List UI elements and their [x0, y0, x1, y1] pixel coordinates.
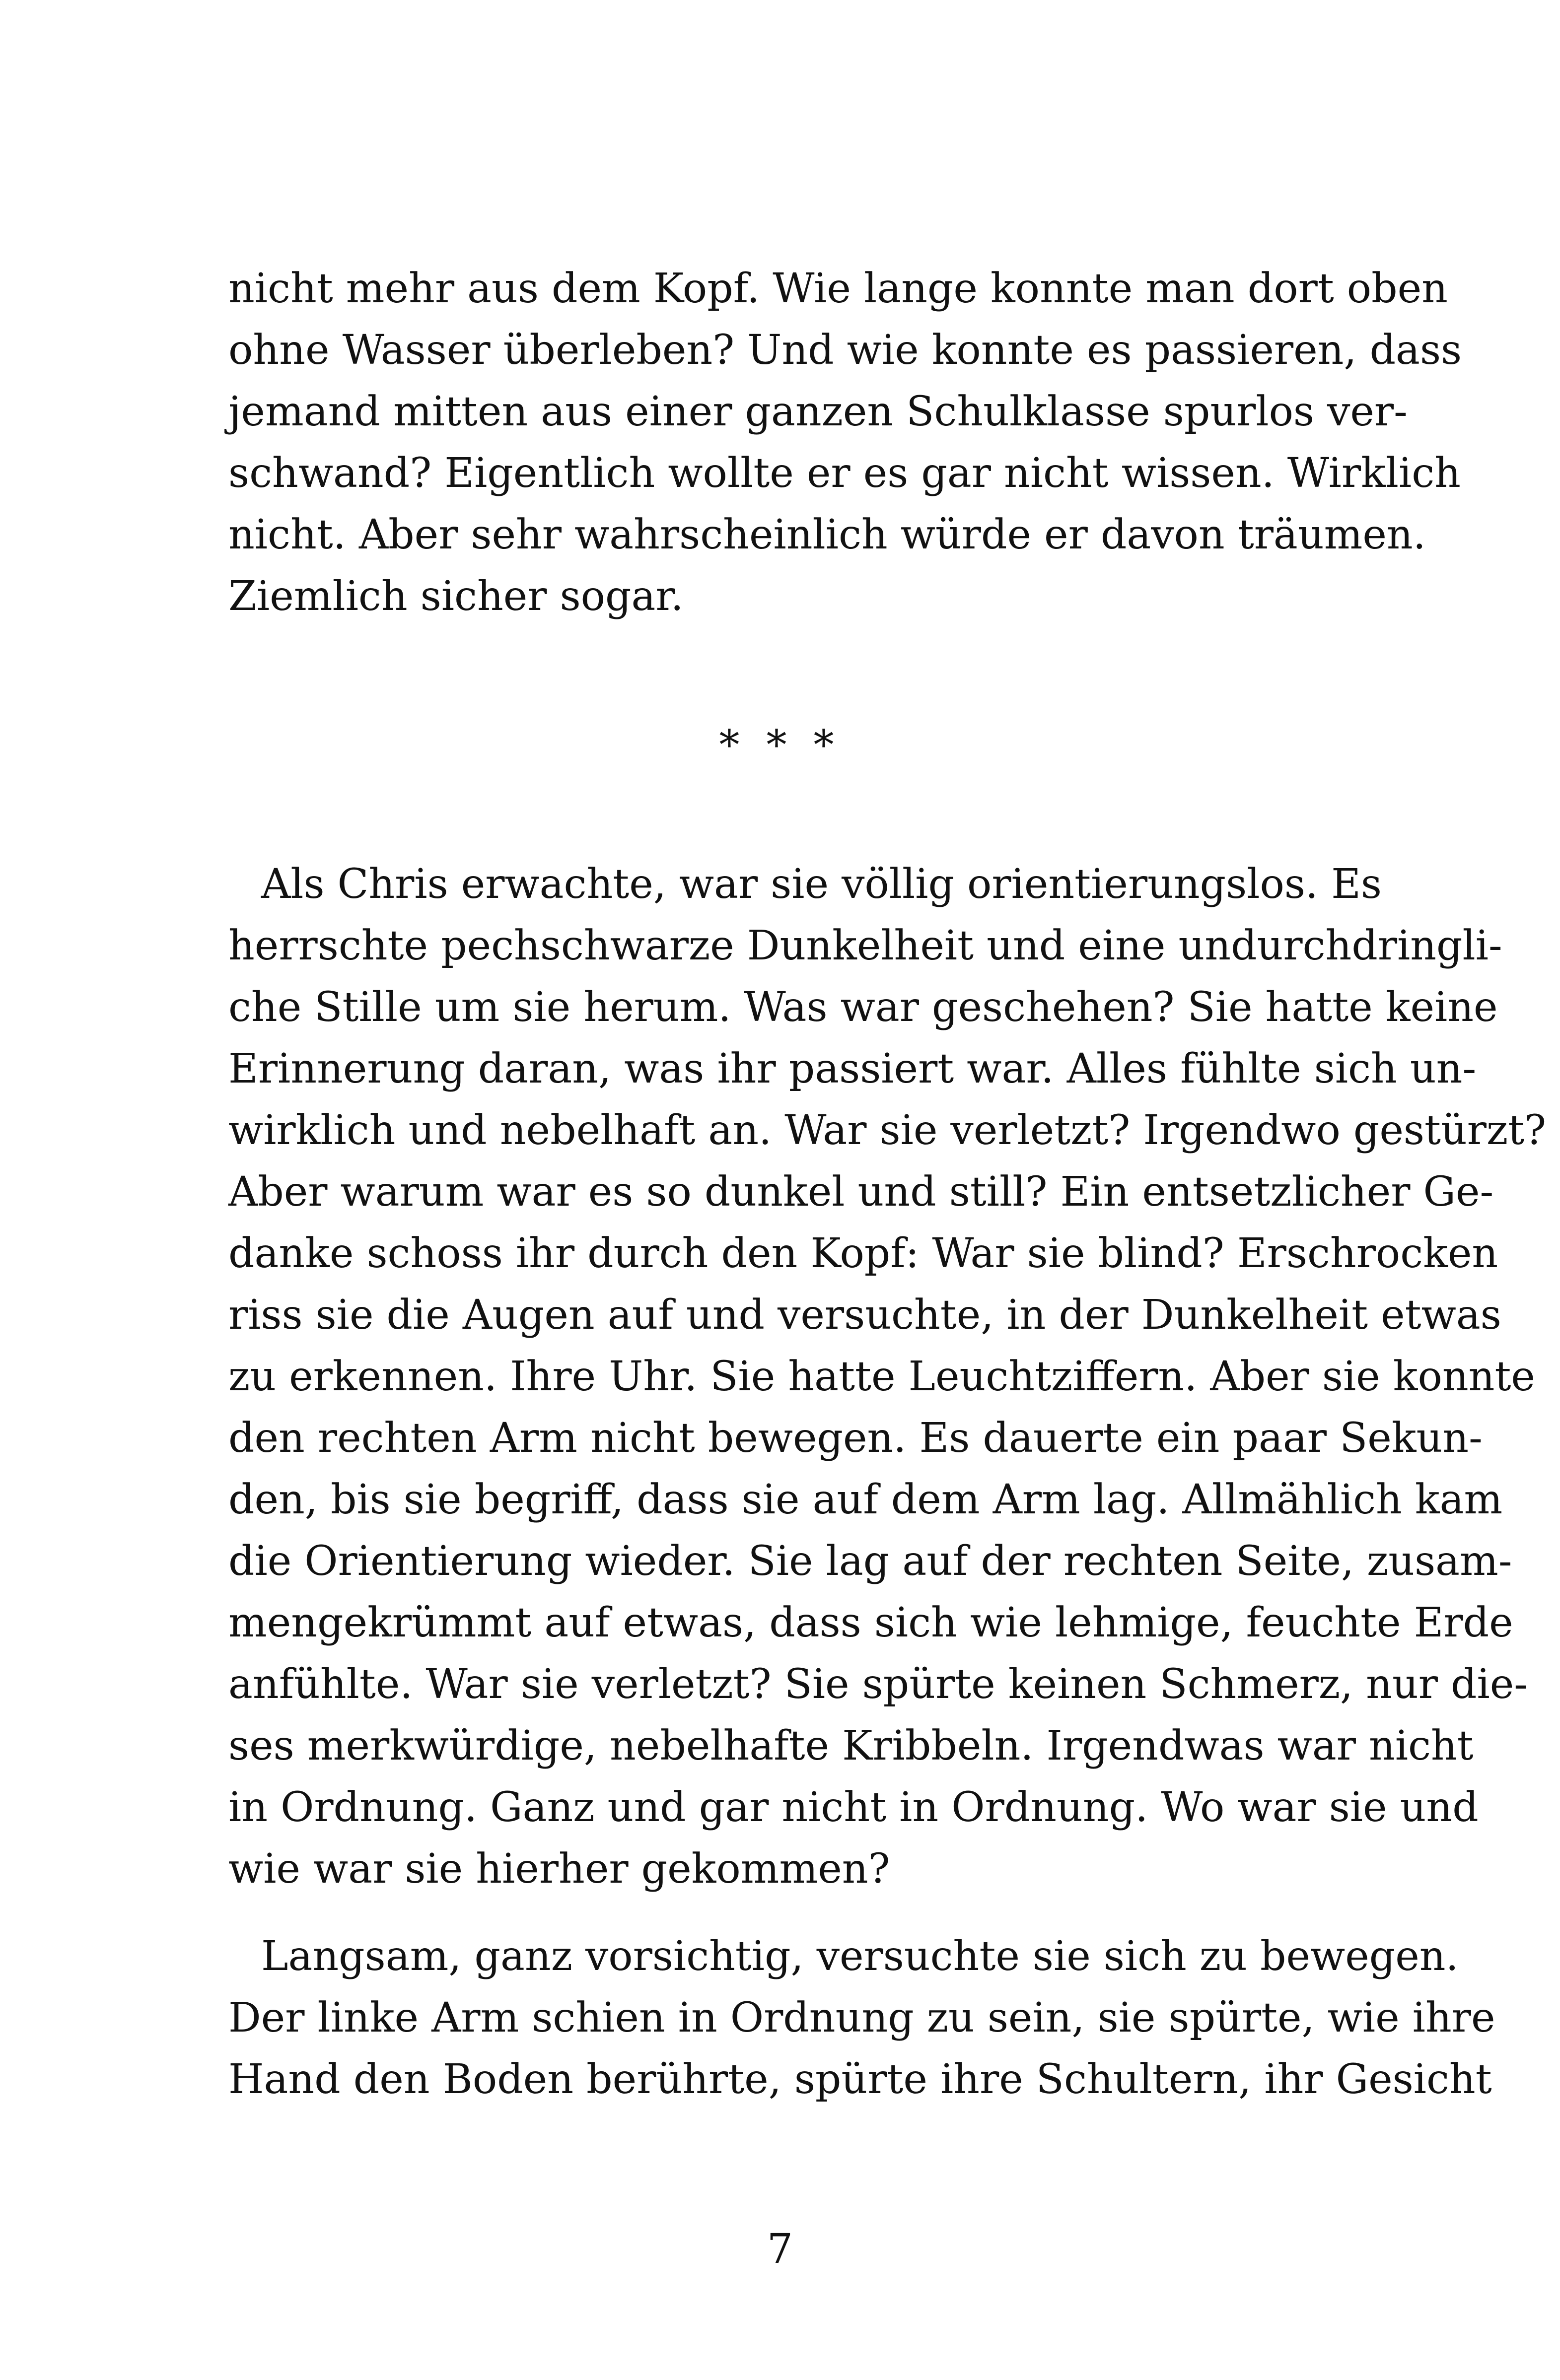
text-line: Ziemlich sicher sogar.: [228, 573, 684, 620]
paragraph-continued: [228, 258, 1462, 627]
text-line: in Ordnung. Ganz und gar nicht in Ordnung. Wo war sie und: [228, 1784, 1479, 1831]
text-line: schwand? Eigentlich wollte er es gar nicht wissen. Wirklich: [228, 450, 1461, 497]
text-line: herrschte pechschwarze Dunkelheit und eine undurchdringli-: [228, 922, 1502, 969]
text-line: danke schoss ihr durch den Kopf: War sie blind? Erschrocken: [228, 1230, 1498, 1277]
paragraph-moving: [228, 1926, 1495, 2110]
text-line: Erinnerung daran, was ihr passiert war. Alles fühlte sich un-: [228, 1045, 1477, 1092]
text-line: wirklich und nebelhaft an. War sie verletzt? Irgendwo gestürzt?: [228, 1107, 1547, 1154]
text-line: nicht mehr aus dem Kopf. Wie lange konnte man dort oben: [228, 265, 1448, 312]
text-line: ohne Wasser überleben? Und wie konnte es passieren, dass: [228, 327, 1462, 374]
text-line: Hand den Boden berührte, spürte ihre Schultern, ihr Gesicht: [228, 2056, 1492, 2103]
text-line: riss sie die Augen auf und versuchte, in der Dunkelheit etwas: [228, 1292, 1501, 1339]
text-line: Als Chris erwachte, war sie völlig orientierungslos. Es: [261, 861, 1382, 908]
text-line: mengekrümmt auf etwas, dass sich wie lehmige, feuchte Erde: [228, 1599, 1513, 1646]
page-number: 7: [767, 2226, 793, 2273]
text-line: den rechten Arm nicht bewegen. Es dauerte ein paar Sekun-: [228, 1415, 1483, 1462]
text-line: den, bis sie begriff, dass sie auf dem Arm lag. Allmählich kam: [228, 1476, 1503, 1523]
text-line: nicht. Aber sehr wahrscheinlich würde er davon träumen.: [228, 511, 1426, 558]
text-line: wie war sie hierher gekommen?: [228, 1845, 890, 1893]
section-separator: * * *: [719, 722, 841, 769]
text-line: zu erkennen. Ihre Uhr. Sie hatte Leuchtziffern. Aber sie konnte: [228, 1353, 1535, 1400]
text-line: ses merkwürdige, nebelhafte Kribbeln. Irgendwas war nicht: [228, 1722, 1474, 1769]
paragraph-chris-awakens: [228, 854, 1547, 1900]
text-line: Aber warum war es so dunkel und still? Ein entsetzlicher Ge-: [228, 1168, 1494, 1216]
text-line: die Orientierung wieder. Sie lag auf der rechten Seite, zusam-: [228, 1538, 1512, 1585]
text-line: Der linke Arm schien in Ordnung zu sein, sie spürte, wie ihre: [228, 1994, 1495, 2041]
text-line: che Stille um sie herum. Was war geschehen? Sie hatte keine: [228, 984, 1498, 1031]
text-line: jemand mitten aus einer ganzen Schulklasse spurlos ver-: [228, 388, 1408, 435]
text-line: Langsam, ganz vorsichtig, versuchte sie sich zu bewegen.: [261, 1933, 1459, 1980]
text-line: anfühlte. War sie verletzt? Sie spürte keinen Schmerz, nur die-: [228, 1661, 1528, 1708]
